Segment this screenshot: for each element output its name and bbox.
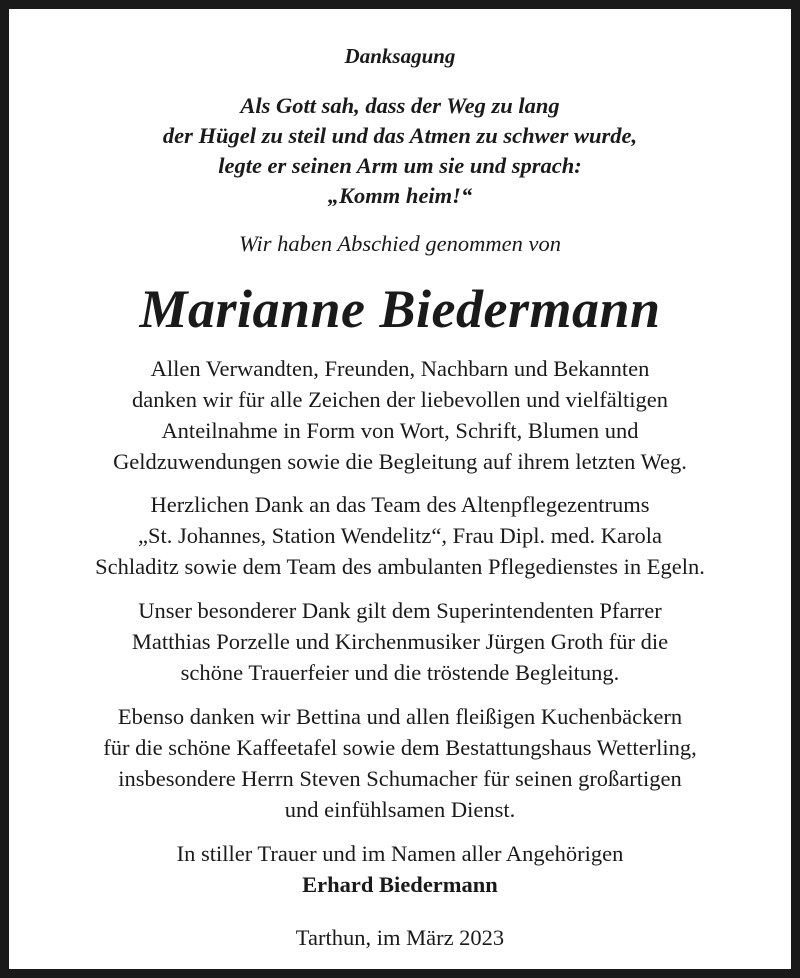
paragraph-line: Anteilnahme in Form von Wort, Schrift, Blumen und (161, 418, 639, 443)
poem-line: „Komm heim!“ (327, 183, 473, 208)
paragraph-line: Unser besonderer Dank gilt dem Superintendenten Pfarrer (138, 598, 662, 623)
paragraph-line: für die schöne Kaffeetafel sowie dem Bestattungshaus Wetterling, (103, 735, 697, 760)
paragraph-line: schöne Trauerfeier und die tröstende Begleitung. (180, 660, 620, 685)
paragraph-line: insbesondere Herrn Steven Schumacher für seinen großartigen (118, 766, 682, 791)
poem-line: Als Gott sah, dass der Weg zu lang (240, 93, 560, 118)
paragraph-line: Herzlichen Dank an das Team des Altenpflegezentrums (150, 492, 650, 517)
signer-name: Erhard Biedermann (302, 872, 498, 897)
paragraph-line: Allen Verwandten, Freunden, Nachbarn und Bekannten (150, 356, 650, 381)
deceased-name: Marianne Biedermann (139, 279, 661, 339)
paragraph-line: Schladitz sowie dem Team des ambulanten Pflegedienstes in Egeln. (95, 554, 705, 579)
paragraph-line: Matthias Porzelle und Kirchenmusiker Jürgen Groth für die (131, 629, 669, 654)
closing-text: In stiller Trauer und im Namen aller Angehörigen (176, 841, 624, 866)
poem-line: der Hügel zu steil und das Atmen zu schwer wurde, (162, 123, 638, 148)
poem-line: legte er seinen Arm um sie und sprach: (218, 153, 582, 178)
paragraph-line: und einfühlsamen Dienst. (284, 797, 516, 822)
place-date: Tarthun, im März 2023 (295, 925, 505, 950)
paragraph-line: „St. Johannes, Station Wendelitz“, Frau Dipl. med. Karola (138, 523, 662, 548)
paragraph-line: danken wir für alle Zeichen der liebevollen und vielfältigen (131, 387, 669, 412)
paragraph-line: Geldzuwendungen sowie die Begleitung auf ihrem letzten Weg. (113, 449, 687, 474)
intro-text: Wir haben Abschied genommen von (238, 231, 562, 256)
heading: Danksagung (344, 44, 456, 68)
paragraph-line: Ebenso danken wir Bettina und allen fleißigen Kuchenbäckern (117, 704, 683, 729)
